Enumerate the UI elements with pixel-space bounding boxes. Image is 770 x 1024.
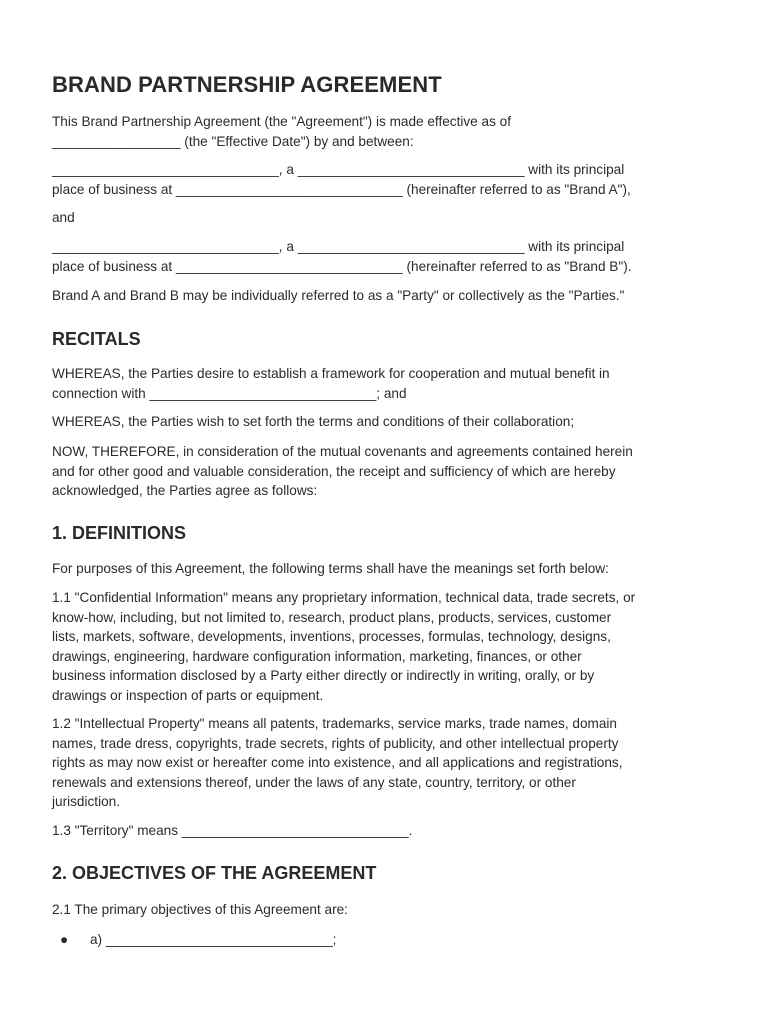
- list-item-text: a) ______________________________;: [90, 932, 337, 947]
- definitions-intro: For purposes of this Agreement, the following terms shall have the meanings set forth below:: [52, 561, 609, 576]
- definition-1-1-line: drawings or inspection of parts or equipment.: [52, 687, 324, 703]
- definition-1-2-line: 1.2 "Intellectual Property" means all patents, trademarks, service marks, trade names, domain: [52, 716, 617, 731]
- definition-1-2-line: names, trade dress, copyrights, trade secrets, rights of publicity, and other intellectual property: [52, 735, 619, 751]
- document-title: BRAND PARTNERSHIP AGREEMENT: [52, 72, 442, 97]
- now-therefore-paragraph: [52, 442, 722, 501]
- definition-1-2: [52, 714, 722, 812]
- definition-1-2-line: jurisdiction.: [52, 794, 120, 809]
- party-a-line: ______________________________, a ______________________________ with its principal: [52, 162, 625, 177]
- list-item: [52, 930, 337, 1008]
- definition-1-2-line: rights as may now exist or hereafter come into existence, and all applications and registrations,: [52, 755, 623, 770]
- whereas-1-line: WHEREAS, the Parties desire to establish a framework for cooperation and mutual benefit in: [52, 366, 610, 381]
- definition-1-1: [52, 588, 722, 705]
- recitals-heading: RECITALS: [52, 329, 141, 349]
- definition-1-1-line: lists, markets, software, developments, inventions, processes, formulas, technology, designs,: [52, 629, 611, 644]
- definition-1-1-line: know-how, including, but not limited to, research, product plans, products, services, customer: [52, 609, 612, 625]
- party-a-paragraph: [52, 160, 722, 199]
- definition-1-1-line: 1.1 "Confidential Information" means any proprietary information, technical data, trade secrets, or: [52, 590, 636, 605]
- objectives-intro: 2.1 The primary objectives of this Agreement are:: [52, 902, 348, 917]
- party-b-line: place of business at ______________________________ (hereinafter referred to as "Brand B").: [52, 258, 632, 274]
- whereas-1-paragraph: [52, 364, 722, 403]
- and-text: and: [52, 210, 75, 225]
- definition-1-3: 1.3 "Territory" means ______________________________.: [52, 823, 413, 838]
- now-therefore-line: NOW, THEREFORE, in consideration of the mutual covenants and agreements contained herein: [52, 444, 633, 459]
- now-therefore-line: and for other good and valuable consideration, the receipt and sufficiency of which are hereby: [52, 463, 616, 479]
- party-a-line: place of business at ______________________________ (hereinafter referred to as "Brand A"),: [52, 181, 631, 197]
- intro-line: _________________ (the "Effective Date") by and between:: [52, 133, 414, 149]
- intro-paragraph: [52, 112, 722, 151]
- definition-1-1-line: drawings, engineering, hardware configuration information, marketing, finances, or other: [52, 648, 582, 664]
- definition-1-2-line: renewals and extensions thereof, under the laws of any state, country, territory, or other: [52, 774, 576, 790]
- bullet-icon: ●: [60, 932, 69, 947]
- whereas-2-paragraph: WHEREAS, the Parties wish to set forth the terms and conditions of their collaboration;: [52, 414, 575, 429]
- parties-note: Brand A and Brand B may be individually referred to as a "Party" or collectively as the "Parties.": [52, 288, 625, 303]
- now-therefore-line: acknowledged, the Parties agree as follows:: [52, 483, 318, 498]
- party-b-paragraph: [52, 237, 722, 276]
- definitions-heading: 1. DEFINITIONS: [52, 523, 187, 543]
- whereas-1-line: connection with ______________________________; and: [52, 385, 407, 401]
- definition-1-1-line: business information disclosed by a Party either directly or indirectly in writing, orally, or by: [52, 668, 595, 683]
- party-b-line: ______________________________, a ______________________________ with its principal: [52, 239, 625, 254]
- objectives-heading: 2. OBJECTIVES OF THE AGREEMENT: [52, 863, 377, 883]
- intro-line: This Brand Partnership Agreement (the "Agreement") is made effective as of: [52, 114, 511, 129]
